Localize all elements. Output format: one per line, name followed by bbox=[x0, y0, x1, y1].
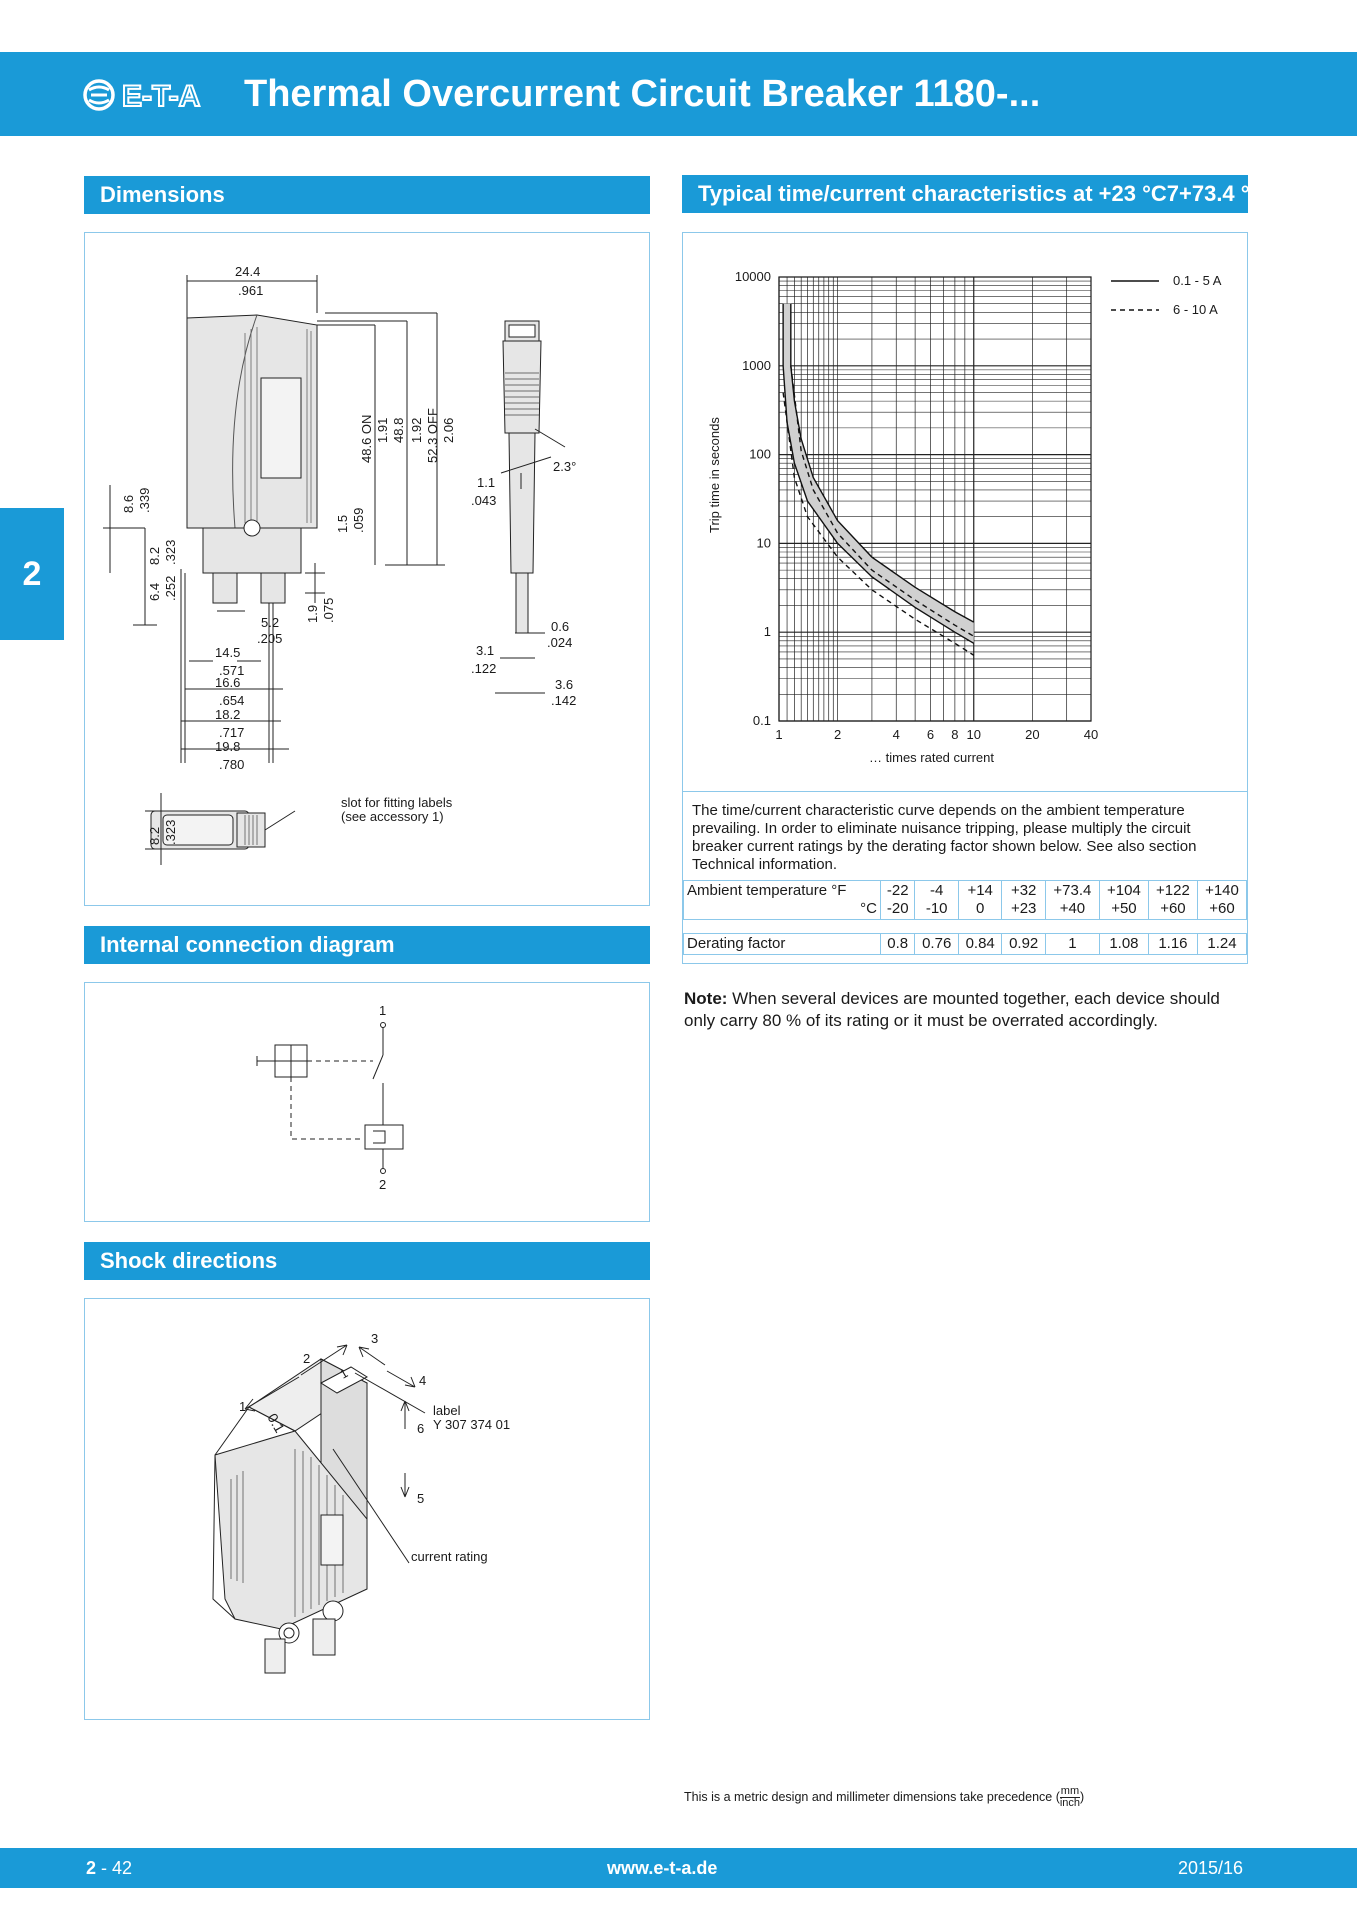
logo-text: E-T-A bbox=[122, 80, 201, 113]
temp-c: +50 bbox=[1111, 900, 1137, 917]
factor-cell: 1 bbox=[1045, 934, 1099, 955]
table-spacer-row bbox=[684, 920, 1247, 934]
metric-note-mm: mm bbox=[1060, 1785, 1080, 1797]
page-title: Thermal Overcurrent Circuit Breaker 1180-... bbox=[244, 73, 1041, 115]
dim-06-in: .024 bbox=[547, 635, 573, 650]
dim-82-mm: 8.2 bbox=[147, 546, 162, 565]
x-tick-label: 20 bbox=[1025, 727, 1040, 742]
legend-dashed-label: 6 - 10 A bbox=[1173, 302, 1218, 317]
temp-cell bbox=[1002, 881, 1045, 920]
temp-cell bbox=[958, 881, 1001, 920]
note-bold: Note: bbox=[684, 989, 728, 1008]
dim-19-mm: 1.9 bbox=[305, 604, 320, 623]
dim-h-off-in: 2.06 bbox=[441, 417, 456, 443]
terminal-1-label: 1 bbox=[379, 1003, 387, 1018]
rating-mark: 0.1 bbox=[264, 1410, 288, 1436]
temp-cell bbox=[1045, 881, 1099, 920]
connection-diagram bbox=[85, 983, 651, 1223]
factor-cell: 1.16 bbox=[1148, 934, 1197, 955]
page-number bbox=[86, 1858, 132, 1879]
temp-cell bbox=[1099, 881, 1148, 920]
dim-19-in: .075 bbox=[321, 597, 336, 623]
page-number-bold: 2 bbox=[86, 1858, 97, 1878]
dimensions-panel bbox=[84, 232, 650, 906]
shock-dir-6: 6 bbox=[417, 1421, 425, 1436]
eta-logo-icon bbox=[82, 75, 232, 115]
front-label-mark: 1 bbox=[337, 1366, 351, 1382]
temp-f: -4 bbox=[930, 882, 944, 899]
table-spacer bbox=[684, 920, 1247, 934]
shock-heading: Shock directions bbox=[84, 1242, 650, 1280]
mounting-note bbox=[684, 988, 1254, 1032]
dim-h-off-mm: 52.3 OFF bbox=[425, 408, 440, 463]
shock-dir-1: 1 bbox=[239, 1399, 247, 1414]
dim-15-mm: 1.5 bbox=[335, 514, 350, 533]
eta-logo bbox=[82, 76, 232, 114]
temp-cell bbox=[1197, 881, 1246, 920]
dim-82-in: .323 bbox=[163, 539, 178, 565]
page-header bbox=[0, 52, 1357, 136]
temp-c: +60 bbox=[1160, 900, 1186, 917]
page-footer bbox=[0, 1848, 1357, 1888]
dim-11-in: .043 bbox=[471, 493, 497, 508]
temp-c: -10 bbox=[925, 900, 948, 917]
slot-note-line1: slot for fitting labels bbox=[341, 795, 453, 810]
temp-c: 0 bbox=[976, 900, 985, 917]
y-tick-label: 10 bbox=[756, 535, 771, 551]
page-number-rest: - 42 bbox=[96, 1858, 133, 1878]
dim-198-in: .780 bbox=[219, 757, 245, 772]
temp-label-c: °C bbox=[860, 900, 877, 917]
y-tick-label: 1000 bbox=[742, 357, 771, 373]
y-tick-label: 1 bbox=[763, 624, 771, 640]
label-callout-1: label bbox=[433, 1403, 461, 1418]
temp-c: +23 bbox=[1010, 900, 1037, 917]
temp-cell bbox=[881, 881, 915, 920]
dim-52-mm: 5.2 bbox=[261, 615, 280, 630]
dim-145-mm: 14.5 bbox=[215, 645, 241, 660]
legend-solid-label: 0.1 - 5 A bbox=[1173, 273, 1222, 288]
metric-note-text: This is a metric design and millimeter dimensions take precedence ( bbox=[684, 1789, 1060, 1804]
temp-label-f: Ambient temperature °F bbox=[687, 882, 847, 899]
dim-86-mm: 8.6 bbox=[121, 494, 136, 513]
dim-bottom-82-in: .323 bbox=[163, 819, 178, 845]
chart-panel bbox=[682, 232, 1248, 792]
terminal-2-label: 2 bbox=[379, 1177, 387, 1192]
website-link[interactable]: www.e-t-a.de bbox=[607, 1858, 718, 1878]
chapter-tab: 2 bbox=[0, 508, 64, 640]
dim-15-in: .059 bbox=[351, 507, 366, 533]
current-rating-callout: current rating bbox=[411, 1549, 488, 1564]
dim-angle: 2.3° bbox=[553, 459, 577, 474]
dim-h-on-mm: 48.6 ON bbox=[359, 414, 374, 463]
connection-panel bbox=[84, 982, 650, 1222]
chart-x-label: … times rated current bbox=[869, 750, 994, 765]
dim-166-in: .654 bbox=[219, 693, 245, 708]
dim-h-on-in: 1.91 bbox=[375, 417, 390, 443]
metric-note-inch: inch bbox=[1059, 1797, 1081, 1809]
temp-f: +32 bbox=[1010, 882, 1037, 899]
shock-dir-4: 4 bbox=[419, 1373, 427, 1388]
x-tick-label: 2 bbox=[834, 727, 842, 742]
temp-f: +14 bbox=[967, 882, 993, 899]
temp-label-cell bbox=[684, 881, 881, 920]
label-callout-2: Y 307 374 01 bbox=[433, 1417, 511, 1432]
y-tick-label: 100 bbox=[749, 446, 771, 462]
x-tick-label: 4 bbox=[892, 727, 900, 742]
table-row bbox=[684, 934, 1247, 955]
table-row bbox=[684, 881, 1247, 920]
dim-31-in: .122 bbox=[471, 661, 497, 676]
dimensions-drawing bbox=[85, 233, 651, 907]
shock-dir-3: 3 bbox=[371, 1331, 379, 1346]
temp-f: -22 bbox=[886, 882, 909, 899]
shock-dir-5: 5 bbox=[417, 1491, 425, 1506]
x-tick-label: 10 bbox=[966, 727, 981, 742]
connection-heading: Internal connection diagram bbox=[84, 926, 650, 964]
temp-c: +60 bbox=[1209, 900, 1235, 917]
derating-table bbox=[683, 880, 1247, 955]
time-current-heading: Typical time/current characteristics at +23 °C7+73.4 °F bbox=[682, 175, 1248, 213]
edition-year: 2015/16 bbox=[1178, 1858, 1244, 1878]
time-current-chart bbox=[683, 233, 1249, 793]
derating-intro: The time/current characteristic curve depends on the ambient temperature prevailing. In order to eliminate nuisance tripping, please multiply the circuit breaker current ratings by the derating factor shown below. See also section Technical information. bbox=[692, 802, 1197, 873]
dim-64-mm: 6.4 bbox=[147, 582, 162, 601]
shock-drawing bbox=[85, 1299, 651, 1721]
temp-f: +122 bbox=[1156, 882, 1190, 899]
y-tick-label: 0.1 bbox=[752, 713, 771, 728]
slot-note-line2: (see accessory 1) bbox=[341, 809, 444, 824]
temp-c: +40 bbox=[1059, 900, 1086, 917]
temp-f: +140 bbox=[1205, 882, 1239, 899]
dim-31-mm: 3.1 bbox=[476, 643, 495, 658]
dim-h-488-mm: 48.8 bbox=[391, 417, 406, 443]
dim-11-mm: 1.1 bbox=[477, 475, 496, 490]
dim-145-in: .571 bbox=[219, 663, 245, 678]
dim-bottom-82-mm: 8.2 bbox=[147, 826, 162, 845]
dim-36-mm: 3.6 bbox=[555, 677, 574, 692]
dim-36-in: .142 bbox=[551, 693, 577, 708]
x-tick-label: 40 bbox=[1083, 727, 1099, 742]
y-tick-label: 10000 bbox=[734, 269, 771, 284]
metric-note bbox=[684, 1786, 1084, 1809]
factor-cell: 0.92 bbox=[1002, 934, 1045, 955]
x-tick-label: 1 bbox=[775, 727, 783, 742]
factor-cell: 0.8 bbox=[881, 934, 915, 955]
factor-cell: 0.84 bbox=[958, 934, 1001, 955]
dim-86-in: .339 bbox=[137, 487, 152, 513]
factor-cell: 0.76 bbox=[915, 934, 958, 955]
metric-note-close: ) bbox=[1080, 1789, 1085, 1804]
factor-cell: 1.08 bbox=[1099, 934, 1148, 955]
dim-h-488-in: 1.92 bbox=[409, 417, 424, 443]
factor-cell: 1.24 bbox=[1197, 934, 1246, 955]
temp-cell bbox=[915, 881, 958, 920]
temp-cell bbox=[1148, 881, 1197, 920]
dim-width-mm: 24.4 bbox=[235, 264, 261, 279]
temp-f: +73.4 bbox=[1053, 882, 1092, 899]
dim-width-in: .961 bbox=[238, 283, 264, 298]
dimensions-heading: Dimensions bbox=[84, 176, 650, 214]
dim-52-in: .205 bbox=[257, 631, 283, 646]
temp-c: -20 bbox=[886, 900, 909, 917]
dim-182-in: .717 bbox=[219, 725, 245, 740]
dim-64-in: .252 bbox=[163, 575, 178, 601]
dim-166-mm: 16.6 bbox=[215, 675, 241, 690]
x-tick-label: 8 bbox=[951, 727, 959, 742]
note-text: When several devices are mounted together, each device should only carry 80 % of its rating or it must be overrated accordingly. bbox=[684, 989, 1220, 1030]
dim-06-mm: 0.6 bbox=[551, 619, 570, 634]
shock-panel bbox=[84, 1298, 650, 1720]
shock-dir-2: 2 bbox=[303, 1351, 311, 1366]
dim-198-mm: 19.8 bbox=[215, 739, 241, 754]
factor-label: Derating factor bbox=[684, 934, 881, 955]
dim-182-mm: 18.2 bbox=[215, 707, 241, 722]
x-tick-label: 6 bbox=[926, 727, 935, 742]
chart-y-label: Trip time in seconds bbox=[707, 417, 722, 533]
temp-f: +104 bbox=[1107, 882, 1141, 899]
